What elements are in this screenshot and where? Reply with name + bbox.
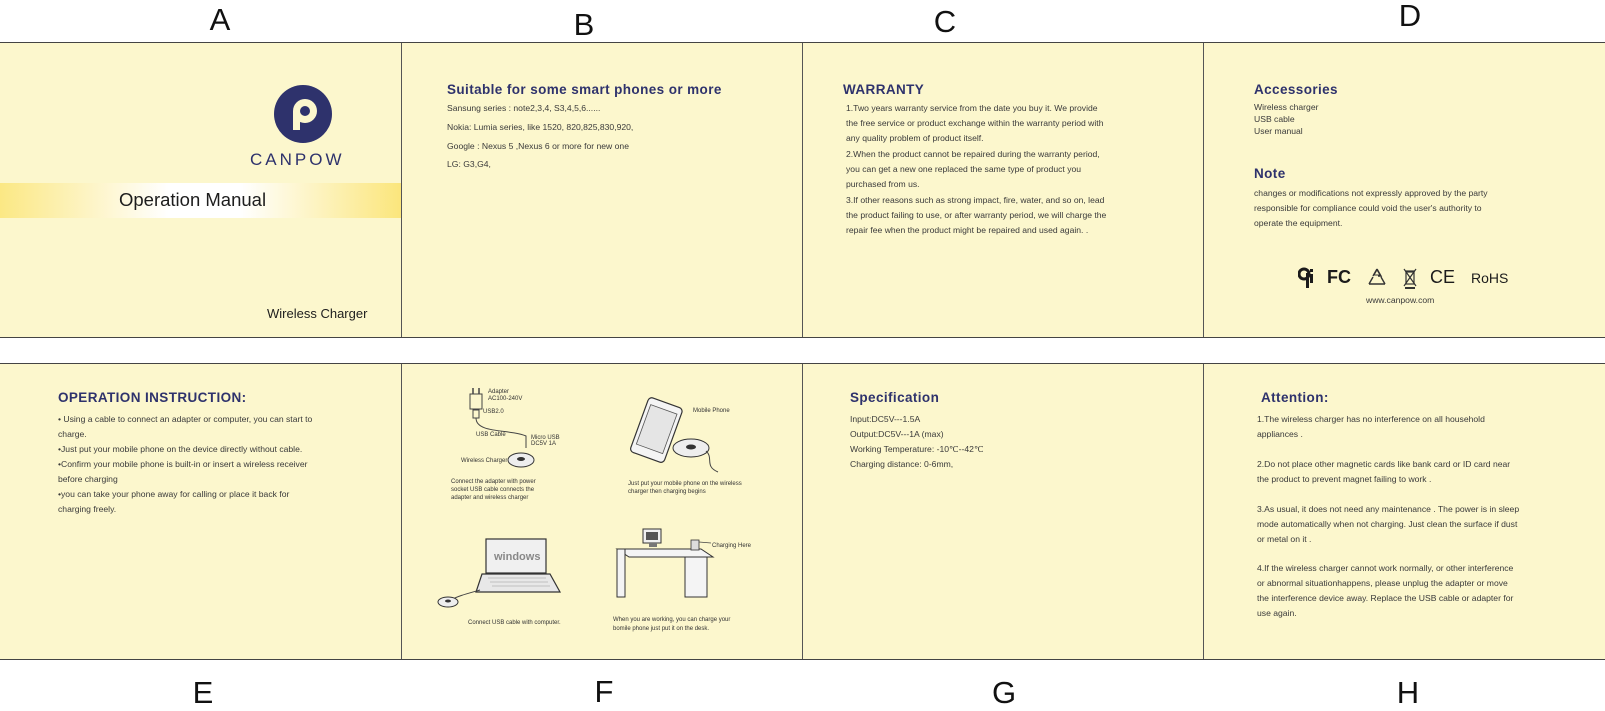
qi-icon	[1298, 267, 1314, 289]
panel-letter-g: G	[991, 675, 1017, 710]
panel-e	[0, 364, 401, 659]
weee-bin-icon	[1403, 267, 1417, 289]
brand-name: CANPOW	[250, 150, 345, 169]
panel-letter-e: E	[192, 675, 214, 710]
micro-usb-label: Micro USB	[531, 435, 560, 441]
specification-heading: Specification	[850, 390, 940, 405]
canpow-logo-icon	[273, 84, 333, 144]
instruction-line: •Confirm your mobile phone is built-in or insert a wireless receiver	[58, 459, 308, 469]
instruction-line: charging freely.	[58, 504, 117, 514]
panel-a	[0, 43, 401, 337]
attention-line: appliances .	[1257, 429, 1303, 439]
compat-line: Nokia: Lumia series, like 1520, 820,825,830,920,	[447, 122, 634, 132]
note-line: responsible for compliance could void the user's authority to	[1254, 203, 1482, 213]
panel-f	[401, 364, 802, 659]
top-strip	[0, 42, 1605, 338]
caption-1-line: adapter and wireless charger	[451, 495, 529, 501]
caption-4-line: bomile phone just put it on the desk.	[613, 626, 710, 632]
adapter-spec-label: AC100-240V	[488, 396, 523, 402]
caption-4-line: When you are working, you can charge your	[613, 617, 731, 623]
instruction-line: • Using a cable to connect an adapter or computer, you can start to	[58, 414, 313, 424]
caption-2-line: charger then charging begins	[628, 489, 706, 495]
note-heading: Note	[1254, 166, 1286, 181]
attention-line: 4.If the wireless charger cannot work normally, or other interference	[1257, 563, 1514, 573]
warranty-line: 1.Two years warranty service from the date you buy it. We provide	[846, 103, 1098, 113]
recycle-icon	[1366, 267, 1388, 289]
desk-illustration	[613, 527, 723, 602]
attention-line: mode automatically when not charging. Just clean the surface if dust	[1257, 519, 1518, 529]
attention-line: 2.Do not place other magnetic cards like bank card or ID card near	[1257, 459, 1511, 469]
operation-heading: OPERATION INSTRUCTION:	[58, 390, 247, 405]
attention-line: use again.	[1257, 608, 1297, 618]
warranty-line: repair fee when the product might be repaired and used again. .	[846, 225, 1089, 235]
mobile-phone-label: Mobile Phone	[693, 408, 730, 414]
laptop-illustration	[436, 534, 566, 614]
warranty-heading: WARRANTY	[843, 82, 925, 97]
ce-mark: CE	[1430, 267, 1456, 287]
compat-line: LG: G3,G4,	[447, 159, 491, 169]
wireless-charger-label: Wireless Charger	[461, 458, 508, 464]
caption-3: Connect USB cable with computer.	[468, 620, 561, 626]
laptop-screen-text: windows	[494, 551, 541, 563]
panel-letter-a: A	[209, 2, 231, 37]
warranty-line: the free service or product exchange within the warranty period with	[846, 118, 1104, 128]
caption-1-line: Connect the adapter with power	[451, 479, 536, 485]
usb-label: USB2.0	[483, 409, 504, 415]
panel-c	[802, 43, 1203, 337]
spec-line: Working Temperature: -10℃--42℃	[850, 444, 984, 454]
spec-line: Output:DC5V---1A (max)	[850, 429, 944, 439]
accessory-item: Wireless charger	[1254, 102, 1319, 112]
spec-line: Charging distance: 0-6mm,	[850, 459, 954, 469]
note-line: changes or modifications not expressly approved by the party	[1254, 188, 1488, 198]
charging-here-label: Charging Here	[712, 543, 752, 549]
panel-d	[1203, 43, 1605, 337]
accessories-heading: Accessories	[1254, 82, 1338, 97]
caption-2-line: Just put your mobile phone on the wireless	[628, 481, 742, 487]
instruction-line: •Just put your mobile phone on the device directly without cable.	[58, 444, 303, 454]
note-line: operate the equipment.	[1254, 218, 1343, 228]
instruction-line: before charging	[58, 474, 118, 484]
caption-1-line: socket USB cable connects the	[451, 487, 535, 493]
instruction-line: •you can take your phone away for calling or place it back for	[58, 489, 290, 499]
compatibility-heading: Suitable for some smart phones or more	[447, 82, 722, 97]
warranty-line: the product failing to use, or after warranty period, we will charge the	[846, 210, 1107, 220]
manual-title: Operation Manual	[119, 189, 267, 210]
accessory-item: User manual	[1254, 126, 1303, 136]
panel-letter-b: B	[573, 7, 595, 42]
panel-letter-f: F	[594, 674, 614, 709]
warranty-line: you can get a new one replaced the same type of product you	[846, 164, 1082, 174]
adapter-label: Adapter	[488, 389, 510, 395]
rohs-mark: RoHS	[1471, 270, 1509, 286]
panel-b	[401, 43, 802, 337]
warranty-line: 3.If other reasons such as strong impact, fire, water, and so on, lead	[846, 195, 1105, 205]
panel-letter-c: C	[933, 4, 957, 39]
warranty-line: 2.When the product cannot be repaired during the warranty period,	[846, 149, 1100, 159]
micro-usb-spec-label: DC5V 1A	[531, 441, 557, 447]
attention-heading: Attention:	[1261, 390, 1329, 405]
attention-line: or abnormal situationhappens, please unplug the adapter or move	[1257, 578, 1508, 588]
fcc-mark: FC	[1327, 267, 1351, 287]
spec-line: Input:DC5V---1.5A	[850, 414, 921, 424]
accessory-item: USB cable	[1254, 114, 1295, 124]
attention-line: or metal on it .	[1257, 534, 1312, 544]
warranty-line: purchased from us.	[846, 179, 920, 189]
website: www.canpow.com	[1366, 295, 1435, 305]
panel-g	[802, 364, 1203, 659]
attention-line: the interference device away. Replace the USB cable or adapter for	[1257, 593, 1514, 603]
usb-cable-label: USB Cable	[476, 432, 506, 438]
panel-h	[1203, 364, 1605, 659]
bottom-strip	[0, 363, 1605, 660]
manual-subtitle: Wireless Charger	[267, 306, 368, 321]
attention-line: 3.As usual, it does not need any maintenance . The power is in sleep	[1257, 504, 1520, 514]
panel-letter-d: D	[1398, 0, 1422, 33]
compat-line: Sansung series : note2,3,4, S3,4,5,6......	[447, 103, 601, 113]
attention-line: 1.The wireless charger has no interference on all household	[1257, 414, 1485, 424]
panel-letter-h: H	[1396, 675, 1420, 710]
warranty-line: any quality problem of product itself.	[846, 133, 984, 143]
attention-line: the product to prevent magnet failing to work .	[1257, 474, 1432, 484]
compat-line: Google : Nexus 5 ,Nexus 6 or more for new one	[447, 141, 629, 151]
instruction-line: charge.	[58, 429, 87, 439]
